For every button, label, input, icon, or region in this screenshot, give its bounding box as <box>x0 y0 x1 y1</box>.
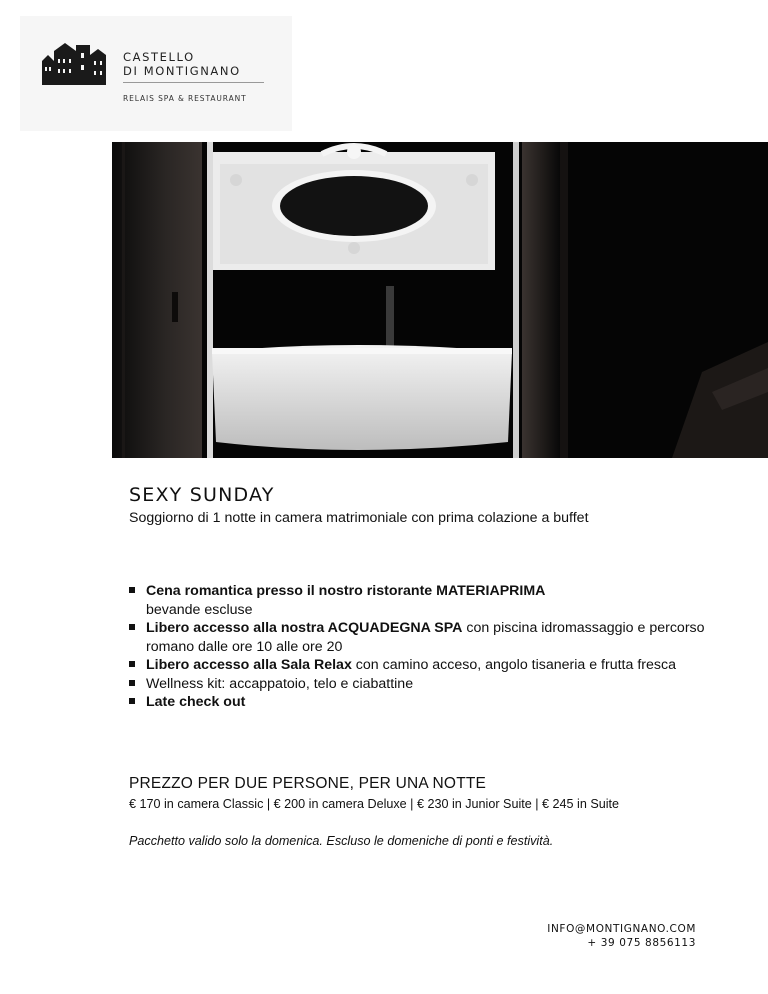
list-item <box>129 693 709 712</box>
hero-image <box>112 142 768 458</box>
item-text: Wellness kit: accappatoio, telo e ciabattine <box>146 675 414 692</box>
list-item <box>129 619 709 656</box>
item-bold: Libero accesso alla Sala Relax <box>146 657 352 673</box>
offer-subtitle: Soggiorno di 1 notte in camera matrimoniale con prima colazione a buffet <box>129 510 589 526</box>
logo-divider <box>123 82 264 83</box>
validity-note: Pacchetto valido solo la domenica. Escluso le domeniche di ponti e festività. <box>129 834 554 848</box>
offer-items-list <box>129 582 709 712</box>
logo-line2: DI MONTIGNANO <box>123 64 241 78</box>
logo <box>20 16 292 131</box>
item-bold: Late check out <box>146 694 246 710</box>
item-after: bevande escluse <box>146 601 253 618</box>
contact-block <box>547 922 696 950</box>
price-title: PREZZO PER DUE PERSONE, PER UNA NOTTE <box>129 775 487 792</box>
item-bold: Libero accesso alla nostra ACQUADEGNA SPA <box>146 620 463 636</box>
list-item <box>129 675 709 694</box>
logo-name <box>123 50 241 78</box>
logo-tagline: RELAIS SPA & RESTAURANT <box>123 94 247 103</box>
contact-phone[interactable]: + 39 075 8856113 <box>587 937 696 949</box>
list-item <box>129 582 709 619</box>
castle-icon <box>42 41 108 87</box>
item-text: con piscina idromassaggio e percorso romano dalle ore 10 alle ore 20 <box>146 620 705 655</box>
offer-title: SEXY SUNDAY <box>129 484 275 506</box>
logo-line1: CASTELLO <box>123 50 195 64</box>
item-bold: Cena romantica presso il nostro ristorante MATERIAPRIMA <box>146 583 546 599</box>
price-line: € 170 in camera Classic | € 200 in camera Deluxe | € 230 in Junior Suite | € 245 in Suite <box>129 797 620 811</box>
item-text: con camino acceso, angolo tisaneria e frutta fresca <box>351 657 676 673</box>
list-item <box>129 656 709 675</box>
contact-email[interactable]: INFO@MONTIGNANO.COM <box>547 923 696 935</box>
